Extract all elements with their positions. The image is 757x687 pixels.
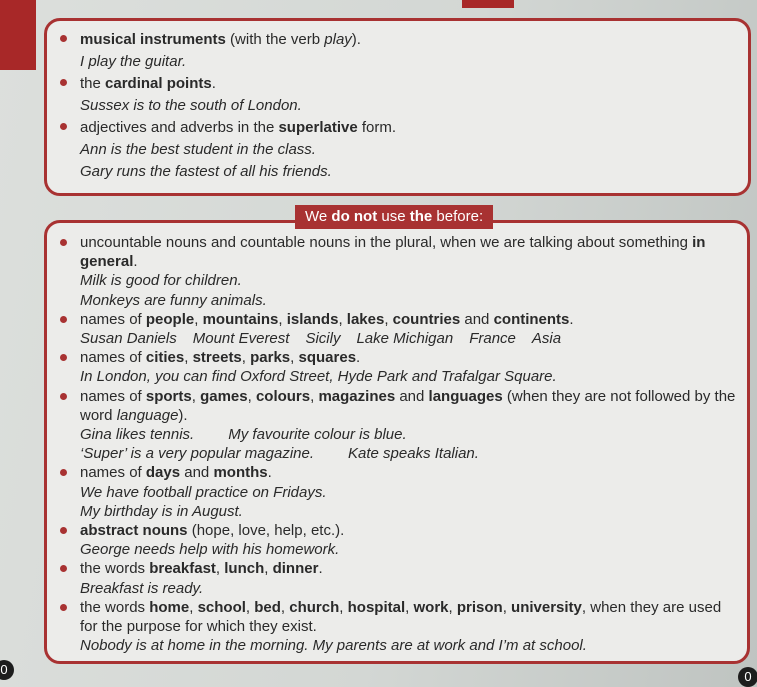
rule-text	[80, 117, 736, 139]
example-row	[80, 444, 736, 463]
example-sentence: Kate speaks Italian.	[348, 445, 479, 463]
title-pre: We	[305, 208, 332, 225]
keyword: days	[145, 464, 181, 482]
keyword: work	[413, 598, 449, 616]
rule-segment: ,	[280, 598, 290, 616]
example-sentence: Gary runs the fastest of all his friends.	[80, 163, 332, 180]
keyword: church	[289, 598, 340, 616]
keyword: games	[200, 387, 248, 405]
rule-text	[80, 29, 736, 51]
example-name: Sicily	[305, 330, 341, 348]
rule-segment: .	[211, 75, 216, 92]
keyword: abstract nouns	[80, 522, 188, 540]
rule-segment: and	[460, 310, 494, 328]
example-name: Lake Michigan	[356, 330, 454, 348]
bullet-icon	[60, 239, 67, 246]
usage-list-do-not	[60, 233, 736, 655]
rule-segment: adjectives and adverbs in the	[80, 119, 279, 136]
rule-segment: (hope, love, help, etc.).	[187, 522, 345, 540]
rule-segment: ,	[241, 349, 251, 367]
rule-segment: ).	[178, 406, 188, 424]
page-number-right: 0	[738, 667, 757, 687]
rule-segment: ).	[351, 31, 361, 48]
keyword: colours	[255, 387, 311, 405]
keyword: hospital	[347, 598, 406, 616]
list-item	[60, 233, 736, 310]
list-item	[60, 117, 736, 183]
example-sentence: Milk is good for children.	[80, 272, 242, 290]
title-mid: use	[377, 208, 410, 225]
rule-segment: ,	[384, 310, 393, 328]
keyword: languages	[428, 387, 503, 405]
rule-text	[80, 463, 736, 482]
keyword: people	[145, 310, 195, 328]
rule-segment: the words	[80, 560, 150, 578]
example-sentence: My favourite colour is blue.	[228, 426, 407, 444]
list-item	[60, 521, 736, 559]
list-item	[60, 559, 736, 597]
usage-list-top	[60, 29, 736, 183]
keyword: superlative	[278, 119, 358, 136]
example-sentence: Breakfast is ready.	[80, 579, 204, 597]
box-title	[295, 205, 493, 229]
rule-segment: ,	[264, 560, 273, 578]
rule-segment: ,	[247, 387, 256, 405]
keyword: prison	[456, 598, 503, 616]
rule-segment: ,	[338, 310, 347, 328]
keyword: lakes	[346, 310, 385, 328]
rule-segment: ,	[184, 349, 193, 367]
list-item	[60, 348, 736, 386]
keyword: months	[213, 464, 268, 482]
rule-segment: ,	[310, 387, 319, 405]
example-sentence: Gina likes tennis.	[80, 426, 195, 444]
rule-text	[80, 348, 736, 367]
rule-segment: , when they are used for the purpose for which they exist.	[80, 598, 722, 636]
keyword: university	[511, 598, 582, 616]
rule-segment: .	[569, 310, 574, 328]
keyword: home	[149, 598, 190, 616]
rule-segment: names of	[80, 310, 146, 328]
keyword: cities	[145, 349, 185, 367]
keyword: musical instruments	[80, 31, 226, 48]
bullet-icon	[60, 604, 67, 611]
bullet-icon	[60, 79, 67, 86]
example-sentence: Ann is the best student in the class.	[80, 141, 316, 158]
keyword: sports	[145, 387, 192, 405]
keyword: parks	[250, 349, 291, 367]
rule-segment: and	[395, 387, 429, 405]
bullet-icon	[60, 527, 67, 534]
list-item	[60, 310, 736, 348]
keyword: continents	[493, 310, 570, 328]
bullet-icon	[60, 123, 67, 130]
keyword: countries	[392, 310, 461, 328]
example-row	[80, 329, 736, 348]
rule-segment: ,	[448, 598, 457, 616]
list-item	[60, 463, 736, 521]
rule-segment: and	[180, 464, 214, 482]
rule-segment: form.	[357, 119, 397, 136]
rule-segment: names of	[80, 349, 146, 367]
list-item	[60, 598, 736, 656]
top-tab-decoration	[462, 0, 514, 8]
example-sentence: My birthday is in August.	[80, 502, 243, 520]
rule-segment: .	[267, 464, 272, 482]
list-item	[60, 73, 736, 117]
bullet-icon	[60, 565, 67, 572]
rule-segment: ,	[290, 349, 299, 367]
rule-text	[80, 310, 736, 329]
keyword: streets	[192, 349, 242, 367]
example-sentence: I play the guitar.	[80, 53, 187, 70]
example-name: France	[469, 330, 516, 348]
keyword: mountains	[202, 310, 279, 328]
rule-segment: ,	[502, 598, 512, 616]
page-number-left: 0	[0, 660, 14, 680]
rule-text	[80, 387, 736, 425]
example-name: Susan Daniels	[80, 330, 177, 348]
bullet-icon	[60, 393, 67, 400]
example-sentence: Monkeys are funny animals.	[80, 291, 267, 309]
rule-segment: ,	[339, 598, 348, 616]
rule-text	[80, 521, 736, 540]
rule-segment: names of	[80, 387, 146, 405]
rule-segment: .	[133, 253, 138, 271]
rule-segment: .	[356, 349, 361, 367]
red-corner-decoration	[0, 0, 36, 70]
example-sentence: In London, you can find Oxford Street, Hyde Park and Trafalgar Square.	[80, 368, 557, 386]
example-sentence: We have football practice on Fridays.	[80, 483, 327, 501]
example-name: Mount Everest	[192, 330, 290, 348]
list-item	[60, 387, 736, 464]
keyword: school	[197, 598, 246, 616]
example-name: Asia	[531, 330, 562, 348]
keyword: squares	[298, 349, 357, 367]
title-bold-the: the	[409, 208, 433, 225]
rule-segment: names of	[80, 464, 146, 482]
title-post: before:	[432, 208, 484, 225]
title-bold-do-not: do not	[331, 208, 378, 225]
rule-segment: ,	[405, 598, 414, 616]
rule-segment: the words	[80, 598, 150, 616]
rule-segment: .	[318, 560, 323, 578]
keyword: dinner	[272, 560, 319, 578]
rule-segment: play	[324, 31, 352, 48]
rule-segment: the	[80, 75, 106, 92]
keyword: in general	[80, 234, 706, 271]
rule-segment: ,	[194, 310, 203, 328]
keyword: cardinal points	[105, 75, 212, 92]
example-sentence: ‘Super’ is a very popular magazine.	[80, 445, 315, 463]
bullet-icon	[60, 35, 67, 42]
rule-segment: uncountable nouns and countable nouns in the plural, when we are talking about something	[80, 234, 693, 251]
rule-text	[80, 233, 736, 271]
bullet-icon	[60, 469, 67, 476]
rule-segment: (when they are not followed by the word	[80, 387, 736, 424]
keyword: magazines	[318, 387, 396, 405]
keyword: bed	[254, 598, 281, 616]
example-sentence: George needs help with his homework.	[80, 541, 340, 559]
rule-segment: ,	[215, 560, 225, 578]
keyword: lunch	[224, 560, 265, 578]
rule-text	[80, 598, 736, 636]
bullet-icon	[60, 316, 67, 323]
rule-text	[80, 73, 736, 95]
keyword: islands	[286, 310, 339, 328]
rule-text	[80, 559, 736, 578]
rule-segment: ,	[191, 387, 201, 405]
rule-segment: ,	[189, 598, 198, 616]
rule-segment: ,	[278, 310, 287, 328]
example-row	[80, 425, 736, 444]
bullet-icon	[60, 354, 67, 361]
rule-segment: (with the verb	[225, 31, 325, 48]
keyword: breakfast	[149, 560, 216, 578]
list-item	[60, 29, 736, 73]
rule-segment: language	[116, 406, 179, 424]
example-sentence: Sussex is to the south of London.	[80, 97, 302, 114]
rule-segment: ,	[245, 598, 255, 616]
example-sentence: Nobody is at home in the morning. My parents are at work and I’m at school.	[80, 637, 587, 655]
